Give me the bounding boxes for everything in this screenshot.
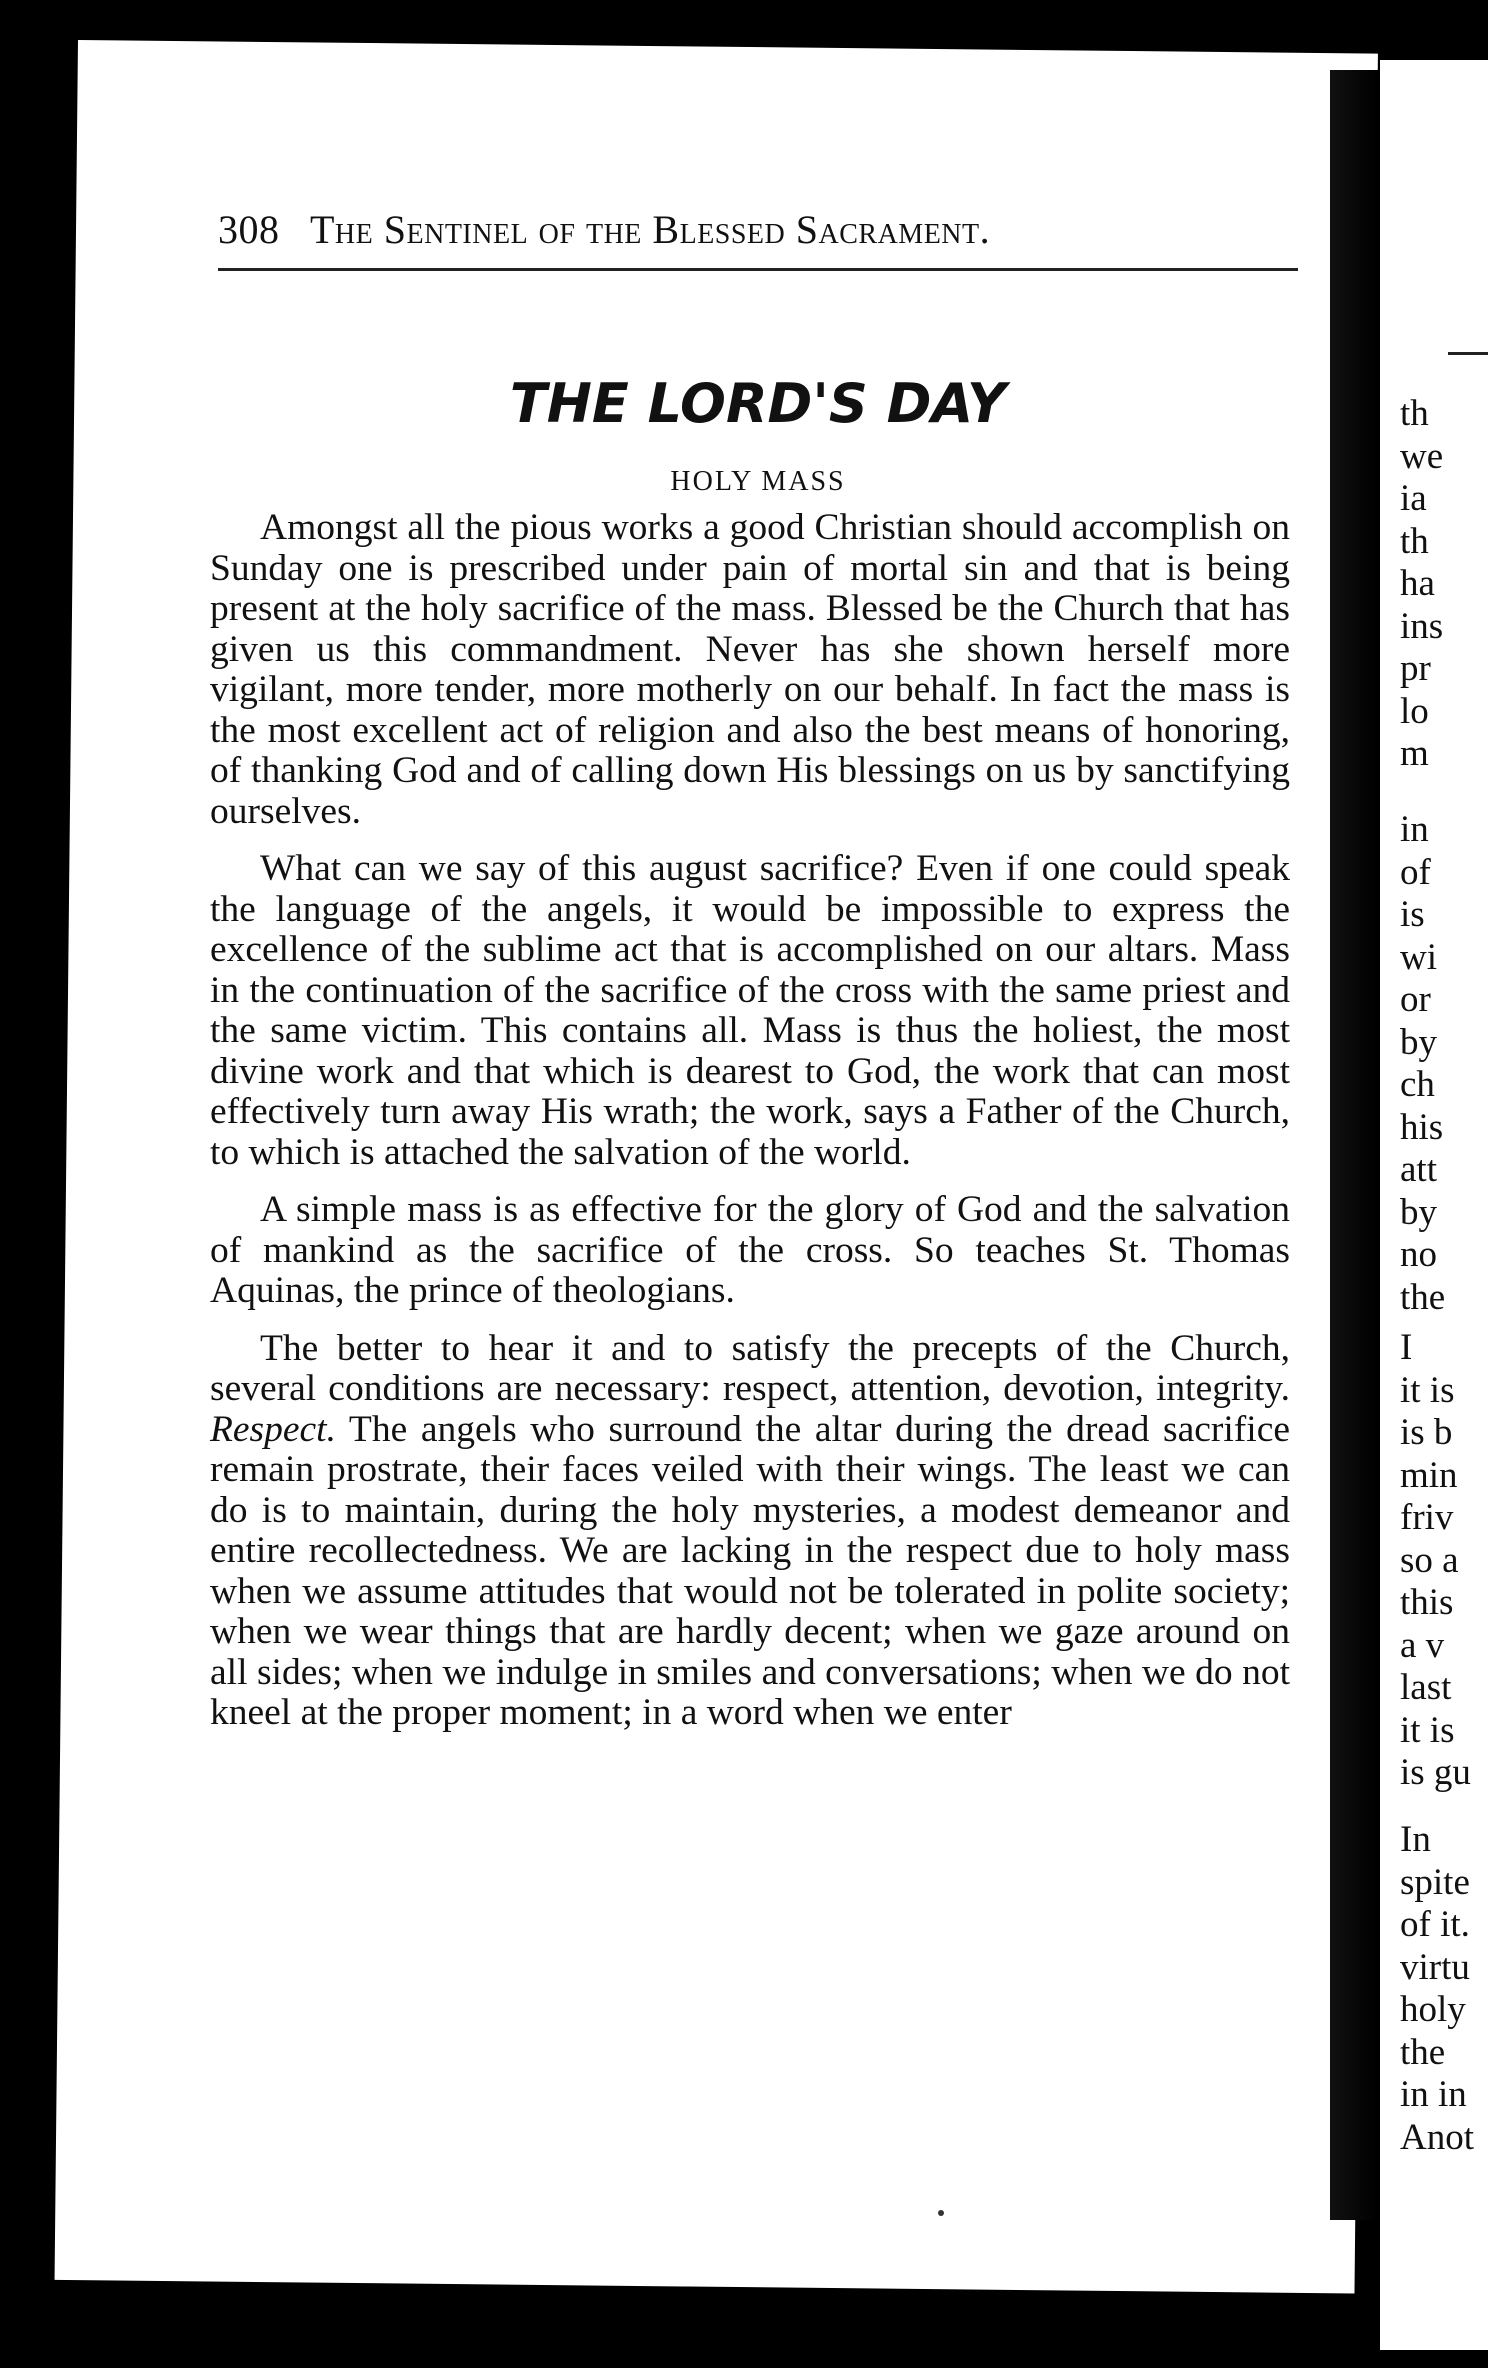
facing-page-line: last xyxy=(1400,1667,1452,1708)
paragraph: A simple mass is as effective for the glory of God and the salvation of mankind as the sacrifice of the cross. So teaches St. Thomas Aquinas, the prince of theologians. xyxy=(210,1189,1290,1311)
facing-page-line: by xyxy=(1400,1021,1437,1063)
facing-page-line: the xyxy=(1400,1276,1446,1318)
facing-page-line: is b xyxy=(1400,1412,1453,1453)
facing-page-line: In xyxy=(1400,1819,1431,1860)
facing-page-line: th xyxy=(1400,393,1429,434)
facing-page-line: in xyxy=(1400,809,1429,850)
facing-page-line: att xyxy=(1400,1149,1437,1190)
facing-page-line: we xyxy=(1400,435,1444,477)
paragraph-text: The angels who surround the altar during the dread sacrifice remain prostrate, their faces veiled with their wings. The least we can do is to maintain, during the holy mysteries, a modest demeanor and entire recollectedness. We are lacking in the respect due to holy mass when we assume attitudes that would not be tolerated in polite society; when we wear things that are hardly decent; when we gaze around on all sides; when we indulge in smiles and conversations; when we do not kneel at the proper moment; in a word when we enter xyxy=(210,1408,1290,1733)
facing-page-line: of xyxy=(1400,851,1431,893)
facing-page-line: it is xyxy=(1400,1709,1455,1751)
facing-page-line: of it. xyxy=(1400,1904,1470,1945)
facing-page-line: virtu xyxy=(1400,1946,1470,1988)
facing-page-line: pr xyxy=(1400,648,1431,689)
facing-page-line: th xyxy=(1400,520,1429,562)
facing-page-line: so a xyxy=(1400,1539,1459,1581)
facing-page-line: or xyxy=(1400,979,1431,1020)
paragraph xyxy=(210,1329,1290,1734)
header-rule xyxy=(218,268,1298,271)
facing-page-line: a v xyxy=(1400,1624,1445,1666)
facing-page-line: by xyxy=(1400,1191,1437,1233)
paragraph: Amongst all the pious works a good Christian should accomplish on Sunday one is prescribed under pain of mortal sin and that is being present at the holy sacrifice of the mass. Blessed be the Church that has given us this commandment. Never has she shown herself more vigilant, more tender, more motherly on our behalf. In fact the mass is the most excellent act of religion and also the best means of honoring, of thanking God and of calling down His blessings on us by sanctifying ourselves. xyxy=(210,507,1290,832)
facing-page-line: ch xyxy=(1400,1064,1435,1105)
ink-speck xyxy=(938,2210,944,2216)
journal-title: The Sentinel of the Blessed Sacrament. xyxy=(310,207,991,252)
facing-page-line: is xyxy=(1400,894,1425,935)
article-title: THE LORD'S DAY xyxy=(509,372,1007,435)
article-subtitle: HOLY MASS xyxy=(670,466,846,497)
facing-page-line: ia xyxy=(1400,478,1427,519)
facing-page-line: m xyxy=(1400,733,1429,774)
emphasis-respect: Respect. xyxy=(210,1408,336,1450)
article-body xyxy=(210,508,1290,1751)
facing-page-line: I xyxy=(1400,1327,1413,1368)
facing-page-line: Anot xyxy=(1400,2116,1474,2158)
paragraph-text: The better to hear it and to satisfy the precepts of the Church, several conditions are necessary: respect, attention, devotion, integrity. xyxy=(210,1327,1290,1409)
facing-page-line: friv xyxy=(1400,1497,1454,1538)
facing-page-line: ha xyxy=(1400,563,1435,604)
facing-page-line: it is xyxy=(1400,1369,1455,1411)
facing-page-line: wi xyxy=(1400,936,1437,978)
facing-page-line: in in xyxy=(1400,2074,1467,2115)
book-gutter xyxy=(1330,70,1378,2220)
facing-page-line: is gu xyxy=(1400,1752,1471,1793)
facing-page-line: ins xyxy=(1400,605,1444,647)
facing-page-rule xyxy=(1448,352,1488,355)
facing-page-line: the xyxy=(1400,2031,1446,2073)
facing-page-line: his xyxy=(1400,1106,1444,1148)
paragraph: What can we say of this august sacrifice? Even if one could speak the language of the angels, it would be impossible to express the excellence of the sublime act that is accomplished on our altars. Mass in the continuation of the sacrifice of the cross with the same priest and the same victim. This contains all. Mass is thus the holiest, the most divine work and that which is dearest to God, the work that can most effectively turn away His wrath; the work, says a Father of the Church, to which is attached the salvation of the world. xyxy=(210,848,1290,1173)
facing-page-line: no xyxy=(1400,1234,1437,1275)
facing-page-line: lo xyxy=(1400,690,1429,732)
facing-page-line: min xyxy=(1400,1454,1458,1496)
page-number: 308 xyxy=(218,207,280,252)
facing-page-line: this xyxy=(1400,1582,1454,1623)
facing-page-line: holy xyxy=(1400,1989,1466,2030)
running-head xyxy=(218,206,1298,253)
facing-page-line: spite xyxy=(1400,1861,1470,1903)
